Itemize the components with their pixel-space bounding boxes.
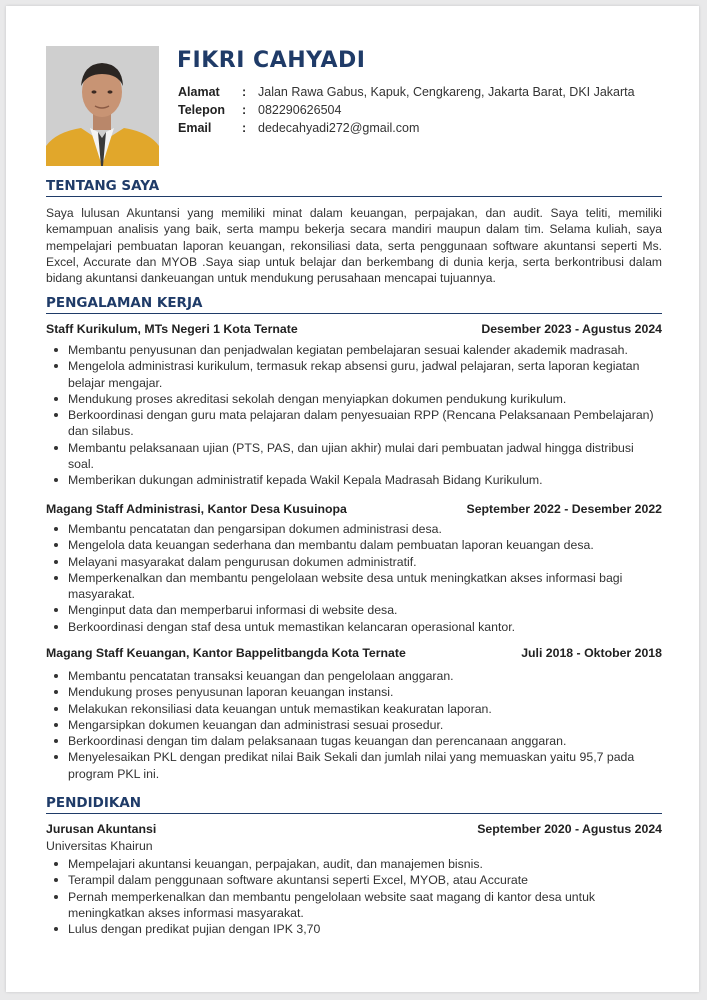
list-item: Membantu pencatatan dan pengarsipan dokumen administrasi desa.	[46, 521, 662, 537]
contact-label: Alamat	[178, 85, 220, 99]
email-value: dedecahyadi272@gmail.com	[258, 121, 420, 135]
contact-separator: :	[242, 85, 247, 99]
job-date: September 2022 - Desember 2022	[466, 502, 662, 516]
list-item: Pernah memperkenalkan dan membantu pengelolaan website saat magang di kantor desa untuk meningkatkan akses informasi masyarakat.	[46, 889, 662, 922]
job-title: Magang Staff Administrasi, Kantor Desa Kusuinopa	[46, 502, 347, 516]
about-paragraph: Saya lulusan Akuntansi yang memiliki minat dalam keuangan, perpajakan, dan audit. Saya teliti, memiliki kemampuan analisis yang baik, serta mampu bekerja secara mandiri maupun dalam tim. Selama kuliah, saya mempelajari pembuatan laporan keuangan, rekonsiliasi data, serta penggunaan software akuntansi seperti Ms. Excel, Accurate dan MYOB .Saya siap untuk belajar dan berkembang di dunia kerja, serta berkontribusi dalam bidang akuntansi dankeuangan untuk mendukung perusahaan mencapai tujuannya.	[46, 206, 662, 286]
education-list	[46, 856, 662, 937]
list-item: Mendukung proses penyusunan laporan keuangan instansi.	[46, 684, 662, 700]
education-header	[46, 822, 662, 838]
contact-label: Email	[178, 121, 212, 135]
contact-row-email	[178, 121, 678, 139]
job-date: Juli 2018 - Oktober 2018	[521, 646, 662, 660]
list-item: Membantu pencatatan transaksi keuangan dan pengelolaan anggaran.	[46, 668, 662, 684]
address-value: Jalan Rawa Gabus, Kapuk, Cengkareng, Jakarta Barat, DKI Jakarta	[258, 85, 635, 99]
list-item: Menginput data dan memperbarui informasi di website desa.	[46, 602, 662, 618]
list-item: Berkoordinasi dengan staf desa untuk memastikan kelancaran operasional kantor.	[46, 619, 662, 635]
job-duties-list	[46, 521, 662, 635]
job-date: Desember 2023 - Agustus 2024	[481, 322, 662, 336]
list-item: Mempelajari akuntansi keuangan, perpajakan, audit, dan manajemen bisnis.	[46, 856, 662, 872]
list-item: Membantu pelaksanaan ujian (PTS, PAS, dan ujian akhir) mulai dari pembuatan jadwal hingga distribusi soal.	[46, 440, 662, 473]
contact-separator: :	[242, 103, 247, 117]
job-title: Staff Kurikulum, MTs Negeri 1 Kota Ternate	[46, 322, 298, 336]
list-item: Memperkenalkan dan membantu pengelolaan website desa untuk meningkatkan akses informasi bagi masyarakat.	[46, 570, 662, 603]
list-item: Membantu penyusunan dan penjadwalan kegiatan pembelajaran sesuai kalender akademik madrasah.	[46, 342, 662, 358]
list-item: Melakukan rekonsiliasi data keuangan untuk memastikan keakuratan laporan.	[46, 701, 662, 717]
contact-separator: :	[242, 121, 247, 135]
candidate-name: FIKRI CAHYADI	[177, 48, 366, 73]
section-heading-education: PENDIDIKAN	[46, 795, 662, 814]
job-duties-list	[46, 668, 662, 782]
list-item: Terampil dalam penggunaan software akuntansi seperti Excel, MYOB, atau Accurate	[46, 872, 662, 888]
job-duties-list	[46, 342, 662, 489]
contact-row-address	[178, 85, 678, 103]
list-item: Mengarsipkan dokumen keuangan dan administrasi sesuai prosedur.	[46, 717, 662, 733]
section-heading-about: TENTANG SAYA	[46, 178, 662, 197]
list-item: Mendukung proses akreditasi sekolah dengan menyiapkan dokumen pendukung kurikulum.	[46, 391, 662, 407]
education-major: Jurusan Akuntansi	[46, 822, 157, 836]
contact-row-phone	[178, 103, 678, 121]
list-item: Mengelola data keuangan sederhana dan membantu dalam pembuatan laporan keuangan desa.	[46, 537, 662, 553]
education-date: September 2020 - Agustus 2024	[477, 822, 662, 836]
phone-value: 082290626504	[258, 103, 342, 117]
contact-info	[178, 85, 678, 139]
list-item: Menyelesaikan PKL dengan predikat nilai Baik Sekali dan jumlah nilai yang memuaskan yaitu 95,7 pada program PKL ini.	[46, 749, 662, 782]
list-item: Berkoordinasi dengan guru mata pelajaran dalam penyesuaian RPP (Rencana Pelaksanaan Pembelajaran) dan silabus.	[46, 407, 662, 440]
contact-label: Telepon	[178, 103, 225, 117]
job-header	[46, 502, 662, 518]
job-title: Magang Staff Keuangan, Kantor Bappelitbangda Kota Ternate	[46, 646, 406, 660]
list-item: Lulus dengan predikat pujian dengan IPK 3,70	[46, 921, 662, 937]
resume-page	[6, 6, 699, 992]
section-heading-experience: PENGALAMAN KERJA	[46, 295, 662, 314]
list-item: Berkoordinasi dengan tim dalam pelaksanaan tugas keuangan dan perencanaan anggaran.	[46, 733, 662, 749]
list-item: Memberikan dukungan administratif kepada Wakil Kepala Madrasah Bidang Kurikulum.	[46, 472, 662, 488]
education-school: Universitas Khairun	[46, 839, 153, 853]
job-header	[46, 322, 662, 338]
profile-photo	[46, 46, 159, 166]
job-header	[46, 646, 662, 662]
list-item: Mengelola administrasi kurikulum, termasuk rekap absensi guru, jadwal pelajaran, serta laporan kegiatan belajar mengajar.	[46, 358, 662, 391]
list-item: Melayani masyarakat dalam pengurusan dokumen administratif.	[46, 554, 662, 570]
